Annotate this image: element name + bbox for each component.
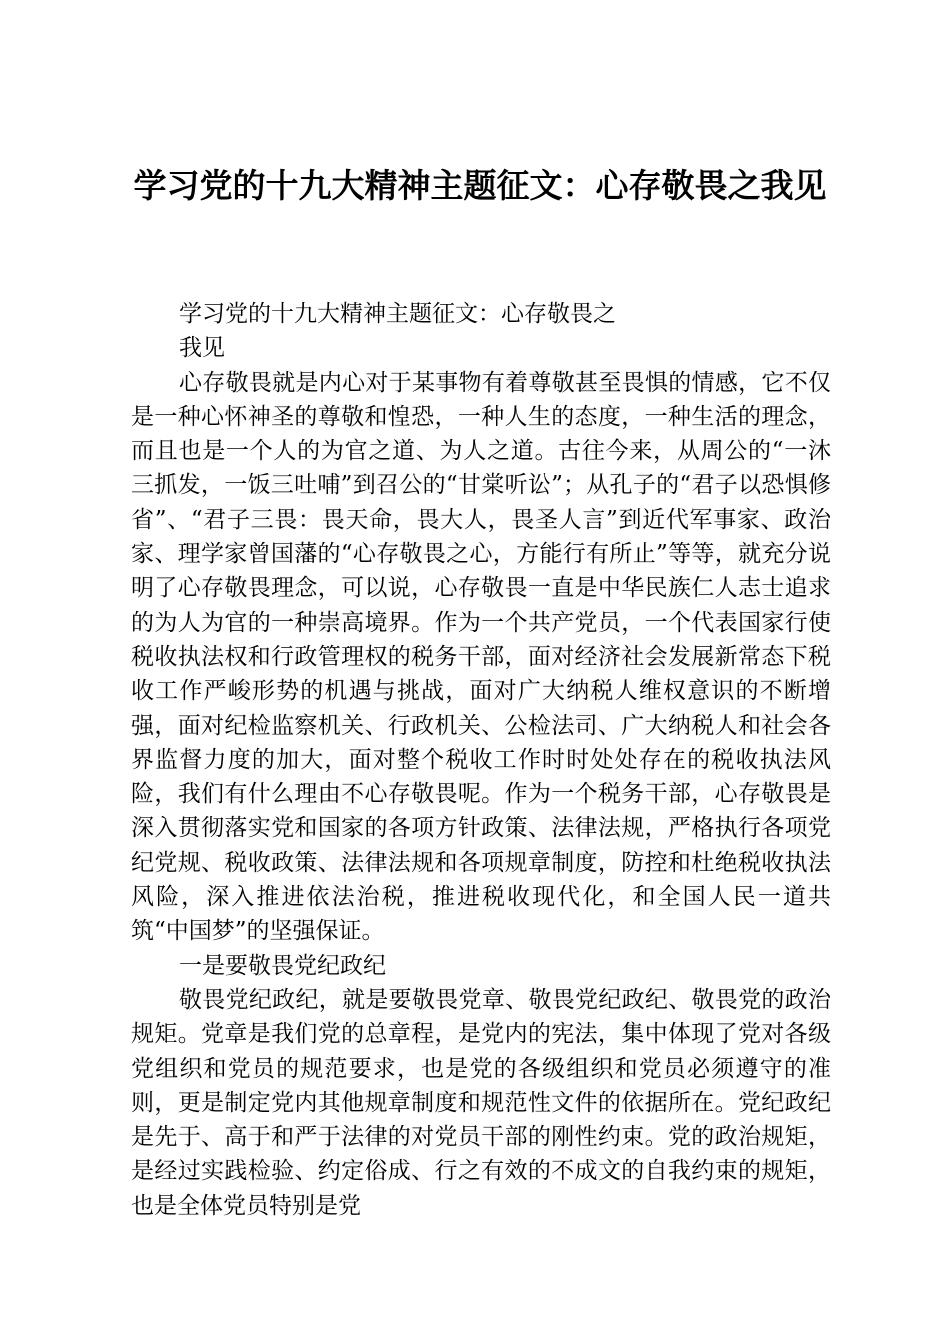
- body-paragraph: 心存敬畏就是内心对于某事物有着尊敬甚至畏惧的情感，它不仅是一种心怀神圣的尊敬和惶恐，一种人生的态度，一种生活的理念，而且也是一个人的为官之道、为人之道。古往今来，从周公的“一沐三抓发，一饭三吐哺”到召公的“甘棠听讼”；从孔子的“君子以恐惧修省”、“君子三畏：畏天命，畏大人，畏圣人言”到近代军事家、政治家、理学家曾国藩的“心存敬畏之心，方能行有所止”等等，就充分说明了心存敬畏理念，可以说，心存敬畏一直是中华民族仁人志士追求的为人为官的一种崇高境界。作为一个共产党员，一个代表国家行使税收执法权和行政管理权的税务干部，面对经济社会发展新常态下税收工作严峻形势的机遇与挑战，面对广大纳税人维权意识的不断增强，面对纪检监察机关、行政机关、公检法司、广大纳税人和社会各界监督力度的加大，面对整个税收工作时时处处存在的税收执法风险，我们有什么理由不心存敬畏呢。作为一个税务干部，心存敬畏是深入贯彻落实党和国家的各项方针政策、法律法规，严格执行各项党纪党规、税收政策、法律法规和各项规章制度，防控和杜绝税收执法风险，深入推进依法治税，推进税收现代化，和全国人民一道共筑“中国梦”的坚强保证。: [131, 369, 831, 945]
- body-paragraph: 敬畏党纪政纪，就是要敬畏党章、敬畏党纪政纪、敬畏党的政治规矩。党章是我们党的总章程，是党内的宪法，集中体现了党对各级党组织和党员的规范要求，也是党的各级组织和党员必须遵守的准则，更是制定党内其他规章制度和规范性文件的依据所在。党纪政纪是先于、高于和严于法律的对党员干部的刚性约束。党的政治规矩，是经过实践检验、约定俗成、行之有效的不成文的自我约束的规矩，也是全体党员特别是党: [131, 986, 831, 1219]
- section-heading: 一是要敬畏党纪政纪: [179, 952, 386, 979]
- document-title: 学习党的十九大精神主题征文：心存敬畏之我见: [133, 166, 827, 205]
- document-body: [131, 297, 831, 1223]
- document-subtitle: 学习党的十九大精神主题征文：心存敬畏之我见: [179, 301, 616, 362]
